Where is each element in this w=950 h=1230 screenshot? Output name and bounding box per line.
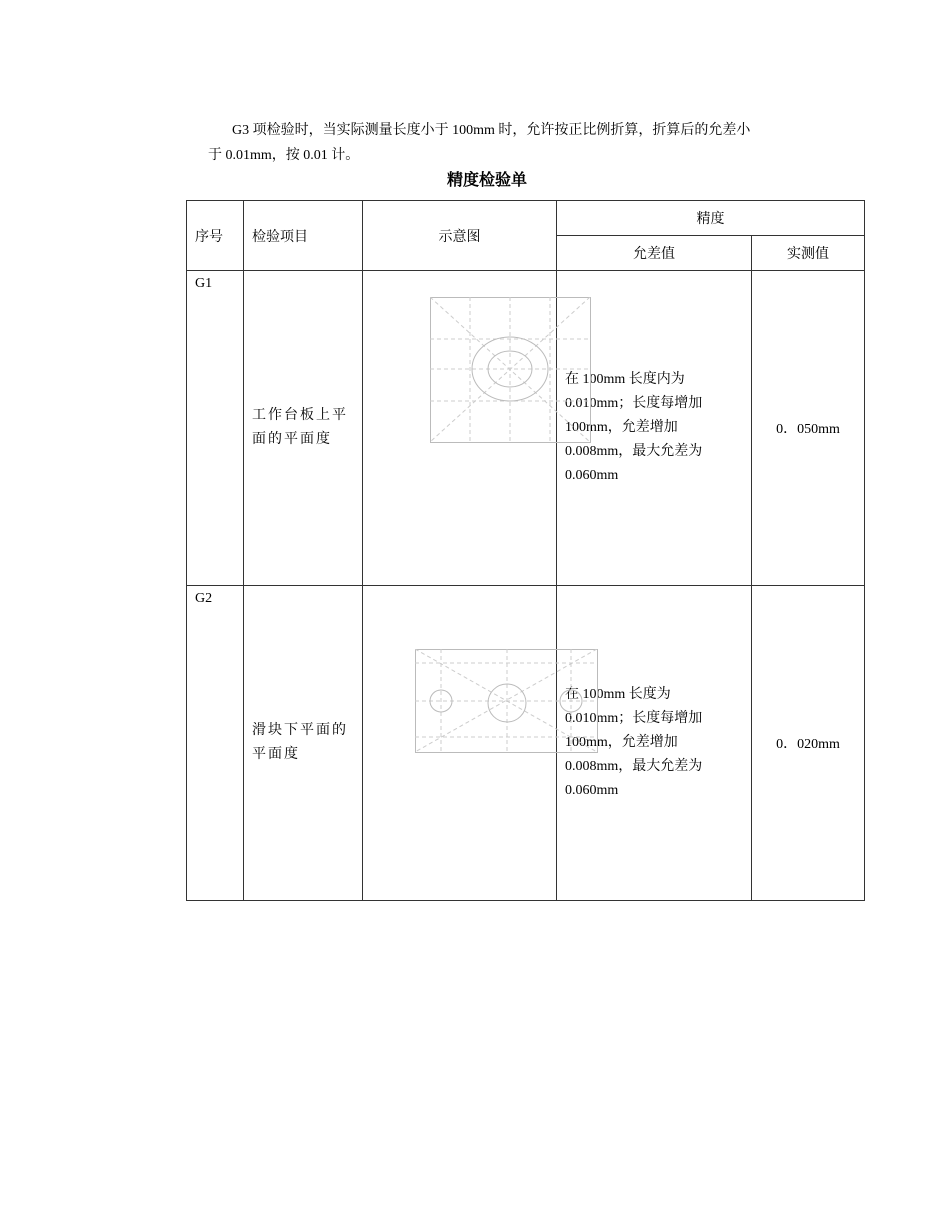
tolerance-line: 在 100mm 长度内为 [565, 372, 685, 387]
intro-line-2: 于 0.01mm，按 0.01 计。 [208, 148, 360, 163]
header-item: 检验项目 [244, 201, 363, 271]
header-no: 序号 [187, 201, 244, 271]
tolerance-line: 0.008mm，最大允差为 [565, 759, 703, 774]
intro-line-1: G3 项检验时，当实际测量长度小于 100mm 时，允许按正比例折算，折算后的允差小 [232, 123, 751, 138]
table-row [187, 271, 865, 586]
tolerance-line: 100mm，允差增加 [565, 735, 678, 750]
row-no: G2 [187, 586, 244, 901]
tolerance-line: 在 100mm 长度为 [565, 687, 671, 702]
table-row [187, 586, 865, 901]
diagram-cell [363, 271, 557, 586]
tolerance-line: 0.060mm [565, 783, 619, 798]
header-tolerance: 允差值 [557, 236, 752, 271]
tolerance-line: 0.010mm；长度每增加 [565, 396, 703, 411]
diagram-cell [363, 586, 557, 901]
worktable-diagram [430, 297, 592, 445]
tolerance-line: 100mm，允差增加 [565, 420, 678, 435]
tolerance-line: 0.060mm [565, 468, 619, 483]
row-no: G1 [187, 271, 244, 586]
slider-diagram [415, 649, 601, 755]
inspection-table [186, 200, 865, 901]
header-diagram: 示意图 [363, 201, 557, 271]
tolerance-line: 0.010mm；长度每增加 [565, 711, 703, 726]
intro-paragraph [208, 118, 808, 168]
tolerance-line: 0.008mm，最大允差为 [565, 444, 703, 459]
row-item: 滑块下平面的平面度 [244, 586, 363, 901]
table-title: 精度检验单 [446, 170, 527, 189]
header-measured: 实测值 [752, 236, 865, 271]
row-measured: 0．050mm [752, 271, 865, 586]
row-measured: 0．020mm [752, 586, 865, 901]
header-precision: 精度 [557, 201, 865, 236]
row-item: 工作台板上平面的平面度 [244, 271, 363, 586]
